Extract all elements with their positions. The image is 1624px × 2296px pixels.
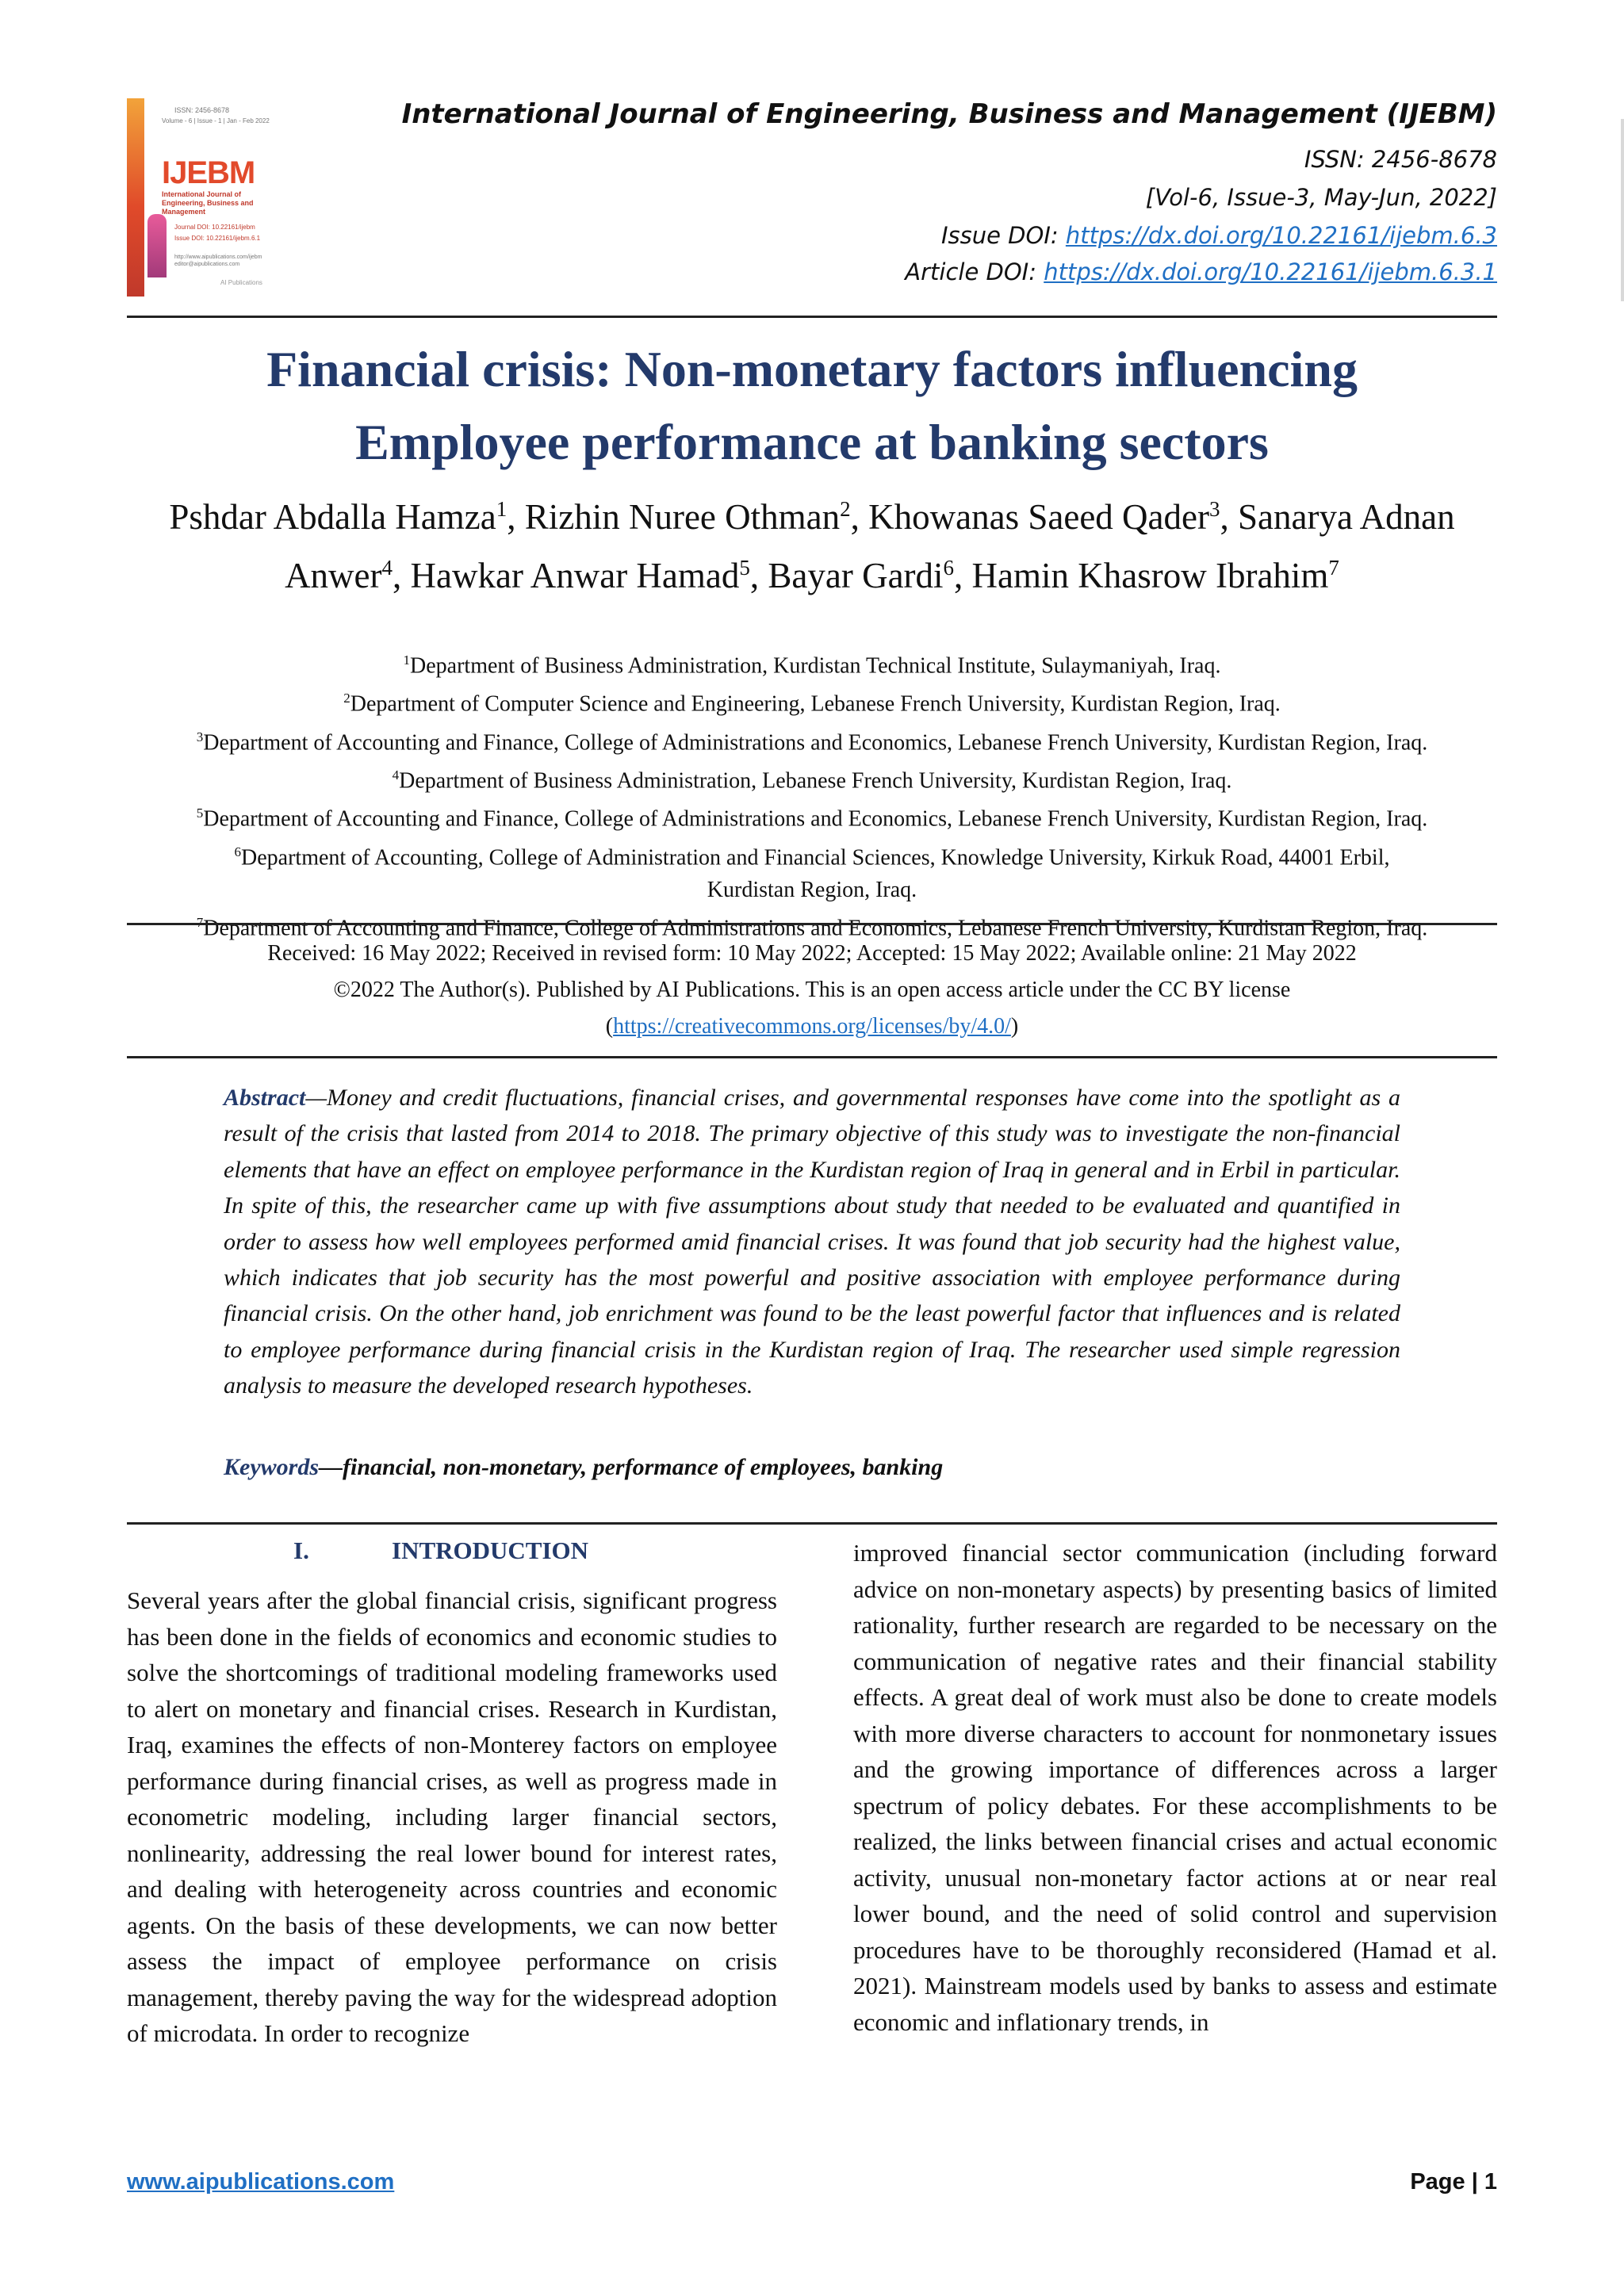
issue-doi-link[interactable]: https://dx.doi.org/10.22161/ijebm.6.3	[1065, 222, 1497, 249]
abstract-label: Abstract	[224, 1085, 306, 1111]
affiliation	[111, 682, 1513, 720]
affiliation	[111, 721, 1513, 759]
license-paren-close: )	[1010, 1014, 1019, 1039]
author: Bayar Gardi	[768, 556, 944, 595]
article-doi-link[interactable]: https://dx.doi.org/10.22161/ijebm.6.3.1	[1044, 258, 1497, 285]
author-affil-mark: 2	[840, 497, 851, 521]
affiliation-text: Department of Accounting and Finance, College of Administrations and Economics, Lebanese French University, Kurdistan Region, Iraq.	[203, 729, 1428, 755]
author-list: Pshdar Abdalla Hamza$^1$, Rizhin Nuree Othman$^2$, Khowanas Saeed Qader$^3$, Sanarya Adnan Anwer$^4$, Hawkar Anwar Hamad$^5$, Bayar Gardi$^6$, Hamin Khasrow Ibrahim$^7$	[169, 497, 1455, 595]
paper-title-line-2: Employee performance at banking sectors	[355, 414, 1269, 470]
affiliation-mark: 2	[343, 691, 350, 706]
issue-doi-label: Issue DOI:	[940, 222, 1066, 249]
affiliation-mark: 7	[196, 914, 204, 930]
cover-publisher: AI Publications	[220, 279, 262, 286]
cover-stripe	[127, 98, 144, 297]
affiliation-text: Department of Accounting and Finance, College of Administrations and Economics, Lebanese French University, Kurdistan Region, Iraq.	[203, 806, 1428, 832]
author-affil-mark: 4	[381, 556, 393, 580]
page-number: Page | 1	[1410, 2169, 1497, 2195]
dates-line: Received: 16 May 2022; Received in revised form: 10 May 2022; Accepted: 15 May 2022; Available online: 21 May 2022	[267, 941, 1357, 966]
author-affil-mark: 5	[739, 556, 750, 580]
abstract	[224, 1080, 1400, 1404]
cover-url: http://www.aipublications.com/ijebm editor@aipublications.com	[174, 254, 262, 267]
affiliation	[111, 644, 1513, 682]
journal-issn: ISSN: 2456-8678	[1304, 146, 1497, 173]
keywords	[224, 1454, 1400, 1481]
footer-website-link[interactable]: www.aipublications.com	[127, 2169, 395, 2195]
affiliation-text: Department of Computer Science and Engineering, Lebanese French University, Kurdistan Region, Iraq.	[350, 691, 1281, 717]
copyright-line: ©2022 The Author(s). Published by AI Publications. This is an open access article under the CC BY license	[333, 978, 1291, 1002]
paper-title	[127, 333, 1497, 479]
body-column-left: Several years after the global financial crisis, significant progress has been done in the fields of economics and economic studies to solve the shortcomings of traditional modeling frameworks used to alert on monetary and financial crises. Research in Kurdistan, Iraq, examines the effects of non-Monterey factors on employee performance during financial crises, as well as progress made in econometric modeling, including larger financial sectors, nonlinearity, addressing the real lower bound for interest rates, and dealing with heterogeneity across countries and economic agents. On the basis of these developments, we can now better assess the impact of employee performance on crisis management, thereby paving the way for the widespread adoption of microdata. In order to recognize	[127, 1586, 777, 2047]
affiliation-text: Department of Accounting and Finance, College of Administrations and Economics, Lebanese French University, Kurdistan Region, Iraq.	[203, 916, 1428, 941]
author: Khowanas Saeed Qader	[868, 497, 1209, 537]
cover-people-icon	[147, 214, 167, 277]
article-doi-label: Article DOI:	[905, 258, 1044, 285]
affiliation-divider	[127, 923, 1497, 925]
dates-divider	[127, 1056, 1497, 1058]
affiliation-mark: 3	[196, 729, 204, 744]
license-link[interactable]: https://creativecommons.org/licenses/by/4.0/	[613, 1014, 1011, 1039]
license-line	[127, 1008, 1497, 1045]
section-title: INTRODUCTION	[392, 1536, 589, 1564]
cover-issn: ISSN: 2456-8678	[174, 106, 230, 114]
affiliation-mark: 6	[234, 844, 242, 859]
affiliation-text: Department of Business Administration, Kurdistan Technical Institute, Sulaymaniyah, Iraq.	[410, 653, 1221, 679]
abstract-divider	[127, 1522, 1497, 1525]
author: Rizhin Nuree Othman	[524, 497, 841, 537]
cover-logo: IJEBM	[162, 155, 255, 190]
affiliation	[111, 797, 1513, 835]
journal-volume: [Vol-6, Issue-3, May-Jun, 2022]	[1145, 184, 1497, 211]
page-edge-shadow	[1621, 119, 1624, 301]
author: Hawkar Anwar Hamad	[410, 556, 740, 595]
journal-cover-thumbnail	[127, 98, 285, 297]
author: Sanarya Adnan Anwer	[285, 497, 1455, 595]
author: Hamin Khasrow Ibrahim	[971, 556, 1329, 595]
keywords-text: —financial, non-monetary, performance of employees, banking	[319, 1454, 944, 1480]
article-doi-line	[905, 258, 1497, 285]
keywords-label: Keywords	[224, 1454, 319, 1480]
affiliation-list	[111, 644, 1513, 944]
affiliation-mark: 4	[392, 767, 400, 783]
affiliation-mark: 5	[196, 806, 204, 821]
cover-journal-doi: Journal DOI: 10.22161/ijebm	[174, 224, 255, 231]
author-affil-mark: 7	[1328, 556, 1339, 580]
affiliation	[111, 759, 1513, 797]
affiliation-text: Department of Accounting, College of Administration and Financial Sciences, Knowledge University, Kirkuk Road, 44001 Erbil, Kurdistan Region, Iraq.	[241, 844, 1390, 902]
publication-dates	[127, 936, 1497, 1045]
issue-doi-line	[941, 222, 1497, 249]
cover-issue-doi: Issue DOI: 10.22161/ijebm.6.1	[174, 235, 261, 242]
author-affil-mark: 1	[496, 497, 508, 521]
license-paren-open: (	[605, 1014, 614, 1039]
affiliation-mark: 1	[403, 652, 411, 668]
section-number: I.	[293, 1536, 309, 1564]
author-affil-mark: 6	[943, 556, 955, 580]
cover-issue: Volume - 6 | Issue - 1 | Jan - Feb 2022	[162, 117, 270, 124]
affiliation	[111, 836, 1513, 906]
abstract-text: —Money and credit fluctuations, financial crises, and governmental responses have come into the spotlight as a result of the crisis that lasted from 2014 to 2018. The primary objective of this study was to investigate the non-financial elements that have an effect on employee performance in the Kurdistan region of Iraq in general and in Erbil in particular. In spite of this, the researcher came up with five assumptions about study that needed to be evaluated and quantified in order to assess how well employees performed amid financial crises. It was found that job security had the highest value, which indicates that job security has the most powerful and positive association with employee performance during financial crisis. On the other hand, job enrichment was found to be the least powerful factor that influences and is related to employee performance during financial crisis in the Kurdistan region of Iraq. The researcher used simple regression analysis to measure the developed research hypotheses.	[224, 1085, 1400, 1399]
journal-title: International Journal of Engineering, Business and Management (IJEBM)	[401, 98, 1497, 130]
cover-subtitle: International Journal of Engineering, Business and Management	[162, 190, 254, 216]
header-divider	[127, 316, 1497, 318]
body-column-right: improved financial sector communication (including forward advice on non-monetary aspects) by presenting basics of limited rationality, further research are regarded to be necessary on the communication of negative rates and their financial stability effects. A great deal of work must also be done to create models with more diverse characters to account for nonmonetary issues and the growing importance of differences across a larger spectrum of policy debates. For these accomplishments to be realized, the links between financial crises and actual economic activity, unusual non-monetary factor actions at or near real lower bound, and the need of solid control and supervision procedures have to be thoroughly reconsidered (Hamad et al. 2021). Mainstream models used by banks to assess and estimate economic and inflationary trends, in	[853, 1539, 1497, 2036]
paper-title-line-1: Financial crisis: Non-monetary factors influencing	[266, 341, 1358, 397]
author: Pshdar Abdalla Hamza	[169, 497, 496, 537]
affiliation-text: Department of Business Administration, Lebanese French University, Kurdistan Region, Iraq.	[399, 768, 1232, 794]
author-affil-mark: 3	[1208, 497, 1220, 521]
